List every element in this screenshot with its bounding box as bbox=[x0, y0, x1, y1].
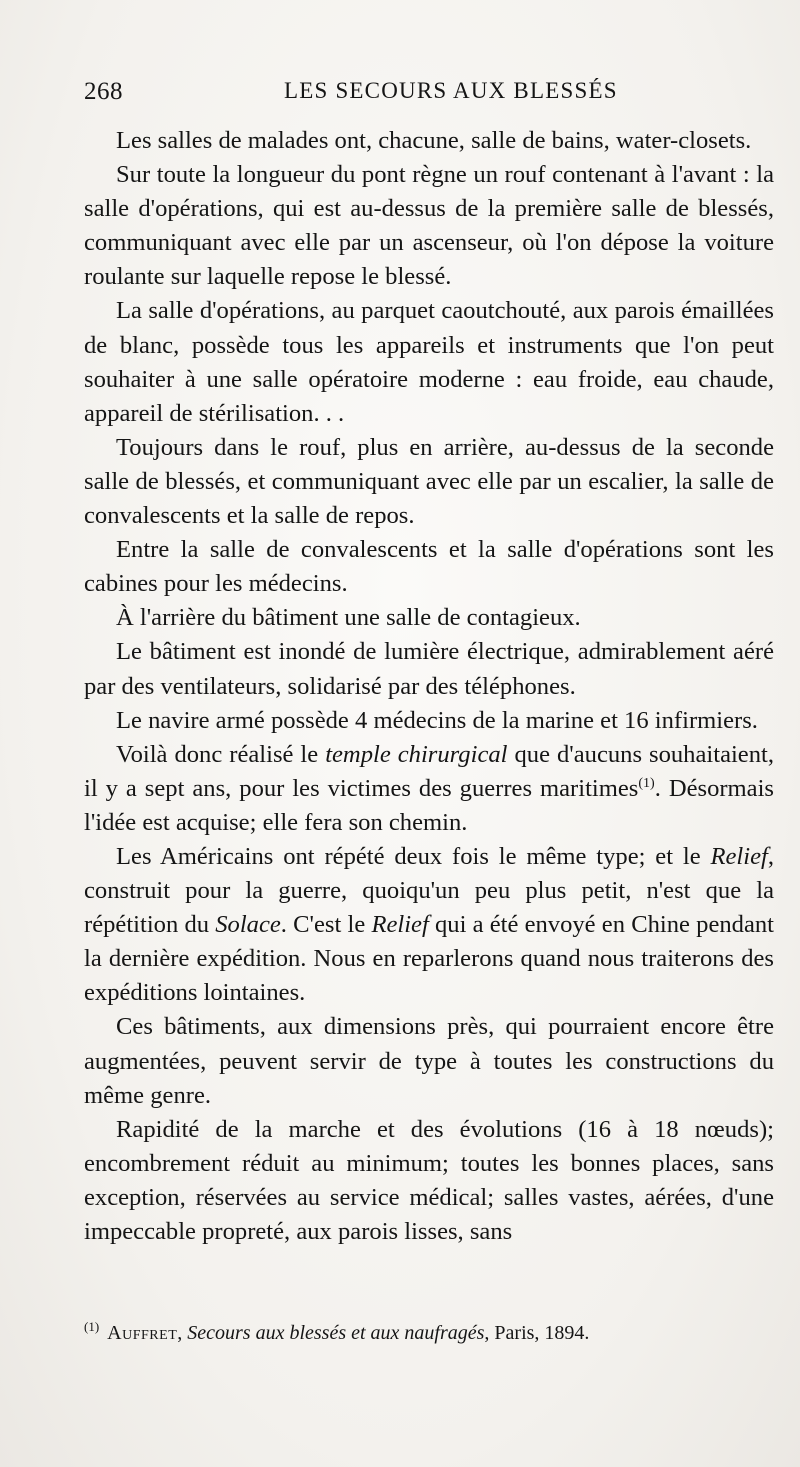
paragraph: Toujours dans le rouf, plus en arrière, au-dessus de la seconde salle de blessés, et communiquant avec elle par un escalier, la salle de convalescents et la salle de repos. bbox=[84, 433, 774, 530]
ship-name: Solace bbox=[215, 911, 281, 939]
page-header bbox=[84, 78, 774, 108]
paragraph: Le navire armé possède 4 médecins de la marine et 16 infirmiers. bbox=[116, 706, 758, 734]
paragraph: Les salles de malades ont, chacune, salle de bains, water-closets. bbox=[116, 127, 752, 154]
page-number: 268 bbox=[84, 78, 123, 105]
footnote-rest: , Paris, 1894. bbox=[484, 1322, 590, 1344]
paragraph: Ces bâtiments, aux dimensions près, qui pourraient encore être augmentées, peuvent servir de type à toutes les constructions du même genre. bbox=[84, 1013, 774, 1109]
running-head: LES SECOURS AUX BLESSÉS bbox=[284, 78, 618, 103]
paragraph: À l'arrière du bâtiment une salle de contagieux. bbox=[116, 604, 581, 632]
paragraph bbox=[84, 840, 774, 1010]
text-run: qui a été envoyé en Chine pendant la dernière expédition. Nous en reparlerons quand nous traiterons des expéditions lointaines. bbox=[84, 911, 774, 1007]
footnote bbox=[84, 1320, 774, 1346]
text-run: . Désormais l'idée est acquise; elle fera son chemin. bbox=[84, 774, 775, 836]
text-run: Voilà donc réalisé le bbox=[116, 740, 326, 768]
footnote-author: Auffret bbox=[107, 1322, 178, 1344]
italic-phrase: temple chirurgical bbox=[325, 740, 508, 768]
ship-name: Relief bbox=[371, 911, 429, 939]
paragraph: La salle d'opérations, au parquet caoutchouté, aux parois émaillées de blanc, possède tous les appareils et instruments que l'on peut souhaiter à une salle opératoire moderne : eau froide, eau chaude, appareil de stérilisation. . . bbox=[84, 297, 774, 427]
footnote-reference[interactable]: (1) bbox=[638, 775, 655, 791]
text-run: . C'est le bbox=[280, 911, 372, 939]
text-run: que d'aucuns souhaitaient, il y a sept ans, pour les victimes des guerres maritimes bbox=[84, 740, 775, 802]
text-run: Les Américains ont répété deux fois le même type; et le bbox=[116, 842, 711, 870]
body-text bbox=[84, 124, 774, 1249]
footnote-separator: , bbox=[177, 1322, 188, 1344]
paragraph: Rapidité de la marche et des évolutions (16 à 18 nœuds); encombrement réduit au minimum; toutes les bonnes places, sans exception, réservées au service médical; salles vastes, aérées, d'une impeccable propreté, aux parois lisses, sans bbox=[84, 1115, 774, 1245]
paragraph: Le bâtiment est inondé de lumière électrique, admirablement aéré par des ventilateurs, solidarisé par des téléphones. bbox=[84, 638, 774, 700]
footnote-title: Secours aux blessés et aux naufragés bbox=[187, 1322, 485, 1344]
paragraph: Entre la salle de convalescents et la salle d'opérations sont les cabines pour les médecins. bbox=[84, 536, 774, 598]
paragraph: Sur toute la longueur du pont règne un rouf contenant à l'avant : la salle d'opérations, qui est au-dessus de la première salle de blessés, communiquant avec elle par un ascenseur, où l'on dépose la voiture roulante sur laquelle repose le blessé. bbox=[84, 161, 774, 291]
ship-name: Relief bbox=[710, 842, 768, 870]
text-run: , construit pour la guerre, quoiqu'un peu plus petit, n'est que la répétition du bbox=[84, 842, 774, 939]
footnote-mark: (1) bbox=[84, 1319, 100, 1335]
paragraph bbox=[84, 738, 774, 840]
